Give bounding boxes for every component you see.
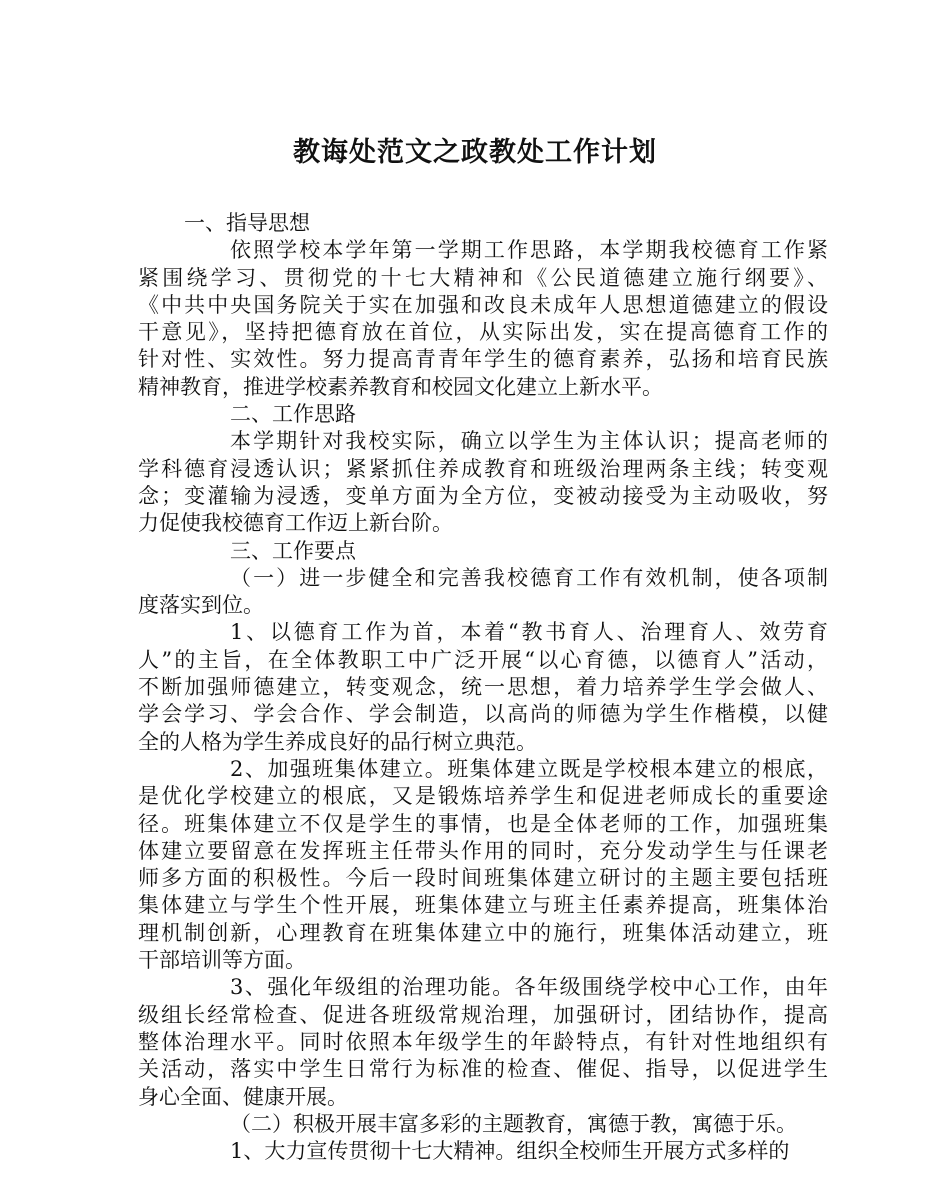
text-line: 师多方面的积极性。今后一段时间班集体建立研讨的主题主要包括班 bbox=[138, 866, 828, 891]
text-line: 集体建立与学生个性开展，班集体建立与班主任素养提高，班集体治 bbox=[138, 893, 828, 918]
text-line: （二）积极开展丰富多彩的主题教育，寓德于教，寓德于乐。 bbox=[230, 1111, 797, 1136]
text-line: 本学期针对我校实际，确立以学生为主体认识；提高老师的 bbox=[230, 429, 828, 454]
text-line: 精神教育，推进学校素养教育和校园文化建立上新水平。 bbox=[138, 374, 663, 399]
text-line: 全的人格为学生养成良好的品行树立典范。 bbox=[138, 729, 537, 754]
text-line: 体建立要留意在发挥班主任带头作用的同时，充分发动学生与任课老 bbox=[138, 838, 828, 863]
text-line: 学会学习、学会合作、学会制造，以高尚的师德为学生作楷模，以健 bbox=[138, 702, 828, 727]
text-line: 3、强化年级组的治理功能。各年级围绕学校中心工作，由年 bbox=[230, 975, 828, 1000]
text-line: 整体治理水平。同时依照本年级学生的年龄特点，有针对性地组织有 bbox=[138, 1029, 828, 1054]
text-line: 依照学校本学年第一学期工作思路，本学期我校德育工作紧 bbox=[230, 238, 828, 263]
document-title: 教诲处范文之政教处工作计划 bbox=[293, 137, 657, 168]
text-line: 人”的主旨，在全体教职工中广泛开展“以心育德，以德育人”活动， bbox=[138, 647, 828, 672]
text-line: 学科德育浸透认识；紧紧抓住养成教育和班级治理两条主线；转变观 bbox=[138, 456, 828, 481]
text-line: 《中共中央国务院关于实在加强和改良未成年人思想道德建立的假设 bbox=[138, 292, 828, 317]
text-line: 是优化学校建立的根底，又是锻炼培养学生和促进老师成长的重要途 bbox=[138, 784, 828, 809]
text-line: 度落实到位。 bbox=[138, 593, 264, 618]
text-line: 一、指导思想 bbox=[184, 211, 310, 235]
text-line: 力促使我校德育工作迈上新台阶。 bbox=[138, 511, 453, 536]
text-line: 针对性、实效性。努力提高青青年学生的德育素养，弘扬和培育民族 bbox=[138, 347, 828, 372]
text-line: 1、以德育工作为首，本着“教书育人、治理育人、效劳育 bbox=[230, 620, 828, 645]
text-line: 念；变灌输为浸透，变单方面为全方位，变被动接受为主动吸收，努 bbox=[138, 483, 828, 508]
document-body bbox=[138, 210, 828, 1165]
text-line: 关活动，落实中学生日常行为标准的检查、催促、指导，以促进学生 bbox=[138, 1057, 828, 1082]
text-line: 紧围绕学习、贯彻党的十七大精神和《公民道德建立施行纲要》、 bbox=[138, 265, 828, 290]
text-line: （一）进一步健全和完善我校德育工作有效机制，使各项制 bbox=[230, 565, 828, 590]
text-line: 理机制创新，心理教育在班集体建立中的施行，班集体活动建立，班 bbox=[138, 920, 828, 945]
text-line: 1、大力宣传贯彻十七大精神。组织全校师生开展方式多样的 bbox=[230, 1139, 790, 1164]
text-line: 干意见》，坚持把德育放在首位，从实际出发，实在提高德育工作的 bbox=[138, 320, 828, 345]
text-line: 级组长经常检查、促进各班级常规治理，加强研讨，团结协作，提高 bbox=[138, 1002, 828, 1027]
text-line: 径。班集体建立不仅是学生的事情，也是全体老师的工作，加强班集 bbox=[138, 811, 828, 836]
text-line: 干部培训等方面。 bbox=[138, 948, 306, 973]
text-line: 身心全面、健康开展。 bbox=[138, 1084, 348, 1109]
text-line: 二、工作思路 bbox=[230, 402, 356, 427]
text-line: 三、工作要点 bbox=[230, 538, 356, 563]
text-line: 不断加强师德建立，转变观念，统一思想，着力培养学生学会做人、 bbox=[138, 675, 828, 700]
text-line: 2、加强班集体建立。班集体建立既是学校根本建立的根底， bbox=[230, 756, 828, 781]
